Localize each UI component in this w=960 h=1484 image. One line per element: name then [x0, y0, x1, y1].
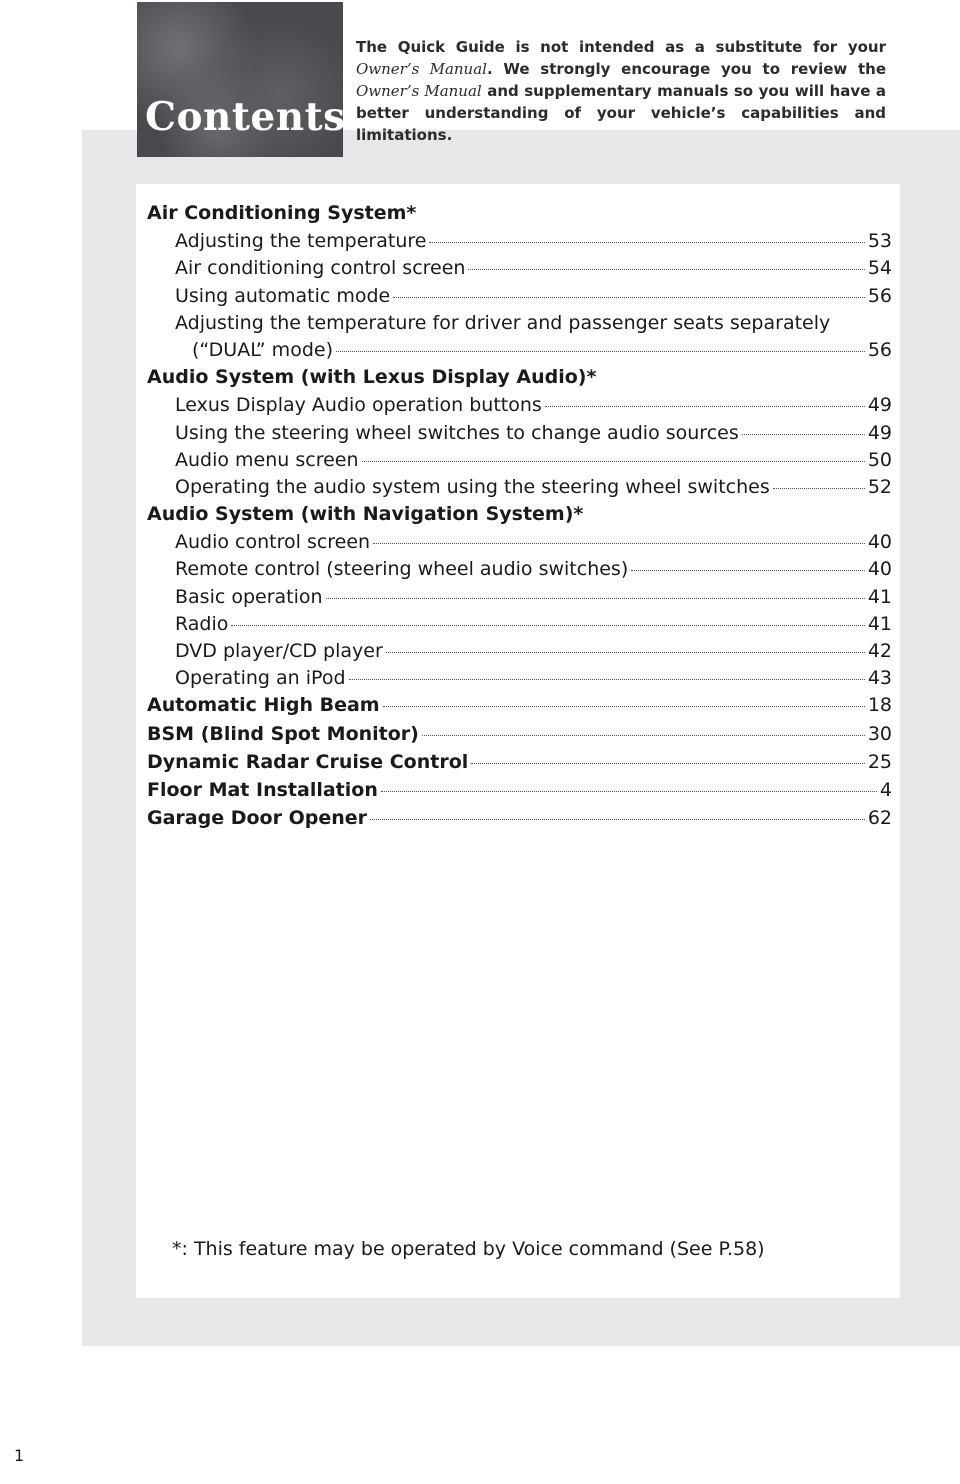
toc-entry[interactable] [147, 366, 892, 394]
dot-leader [422, 735, 865, 736]
toc-entry-page: 56 [867, 284, 892, 307]
toc-entry[interactable] [147, 230, 892, 257]
dot-leader [393, 297, 865, 298]
toc-entry-title: Adjusting the temperature [175, 230, 427, 253]
toc-entry-title: Audio System (with Lexus Display Audio)* [147, 366, 597, 389]
dot-leader [742, 434, 865, 435]
toc-entry[interactable] [147, 202, 892, 230]
toc-entry[interactable] [147, 476, 892, 503]
toc-entry-title: Floor Mat Installation [147, 778, 378, 801]
toc-entry-page: 62 [867, 807, 892, 830]
disclaimer-notice [356, 36, 886, 146]
toc-entry[interactable] [147, 558, 892, 585]
table-of-contents [147, 202, 892, 835]
toc-entry[interactable] [147, 503, 892, 531]
footnote: *: This feature may be operated by Voice command (See P.58) [172, 1238, 765, 1260]
toc-entry-title: Dynamic Radar Cruise Control [147, 750, 469, 773]
dot-leader [373, 543, 865, 544]
toc-entry[interactable] [147, 394, 892, 421]
toc-entry-title: Audio menu screen [175, 448, 359, 471]
dot-leader [231, 625, 864, 626]
toc-entry-page: 41 [867, 585, 892, 608]
dot-leader [631, 570, 865, 571]
toc-entry-title: DVD player/CD player [175, 640, 383, 662]
toc-entry-title: Radio [175, 612, 229, 635]
toc-entry[interactable] [147, 807, 892, 835]
toc-entry[interactable] [147, 312, 892, 339]
toc-entry[interactable] [147, 667, 892, 694]
toc-entry-page: 52 [867, 475, 892, 498]
toc-entry-page: 42 [867, 640, 892, 662]
toc-entry-page: 40 [867, 531, 892, 554]
toc-entry-page: 30 [867, 722, 892, 745]
toc-entry-page: 56 [867, 338, 892, 361]
toc-entry-title: Using the steering wheel switches to change audio sources [175, 421, 739, 444]
toc-entry-title: Basic operation [175, 585, 323, 608]
toc-entry-title: Lexus Display Audio operation buttons [175, 394, 542, 417]
toc-entry-title: BSM (Blind Spot Monitor) [147, 722, 419, 745]
toc-entry[interactable] [147, 723, 892, 751]
toc-entry-title: Air Conditioning System* [147, 202, 417, 224]
toc-entry-title: (“DUAL” mode) [192, 338, 333, 361]
toc-entry[interactable] [147, 613, 892, 640]
dot-leader [349, 679, 865, 680]
toc-entry[interactable] [147, 257, 892, 284]
dot-leader [471, 763, 865, 764]
dot-leader [336, 351, 865, 352]
toc-entry-page: 54 [867, 257, 892, 280]
dot-leader [362, 461, 865, 462]
toc-entry-page: 49 [867, 421, 892, 444]
toc-entry-page: 43 [867, 667, 892, 690]
toc-entry-title: Audio System (with Navigation System)* [147, 503, 584, 526]
toc-entry-title: Operating the audio system using the steering wheel switches [175, 475, 770, 498]
toc-entry-page: 40 [867, 558, 892, 581]
toc-entry[interactable] [147, 640, 892, 667]
dot-leader [773, 488, 865, 489]
toc-entry-title: Air conditioning control screen [175, 257, 466, 280]
toc-entry[interactable] [147, 751, 892, 779]
dot-leader [381, 791, 877, 792]
notice-manual-1: Owner’s Manual [356, 60, 487, 78]
toc-entry-title: Remote control (steering wheel audio switches) [175, 558, 629, 581]
toc-entry-title: Audio control screen [175, 531, 371, 554]
dot-leader [468, 269, 864, 270]
toc-entry[interactable] [147, 422, 892, 449]
toc-entry[interactable] [147, 586, 892, 613]
toc-entry-title: Operating an iPod [175, 667, 346, 690]
page-number: 1 [14, 1446, 25, 1465]
notice-manual-2: Owner’s Manual [356, 82, 482, 100]
toc-entry-page: 50 [867, 448, 892, 471]
toc-entry[interactable] [147, 531, 892, 558]
toc-entry-page: 18 [867, 694, 892, 717]
dot-leader [545, 406, 865, 407]
toc-entry-page: 53 [867, 230, 892, 253]
dot-leader [370, 819, 865, 820]
notice-text-2: . We strongly encourage you to review the [486, 60, 886, 78]
toc-entry-page: 4 [879, 778, 892, 801]
notice-text-1: The Quick Guide is not intended as a substitute for your [356, 38, 886, 56]
toc-entry-title: Adjusting the temperature for driver and passenger seats separately [175, 311, 831, 334]
title-block [137, 2, 346, 157]
toc-entry-title: Automatic High Beam [147, 694, 380, 717]
toc-entry[interactable] [147, 339, 892, 366]
dot-leader [326, 598, 865, 599]
dot-leader [429, 242, 864, 243]
dot-leader [386, 652, 865, 653]
dot-leader [383, 706, 865, 707]
toc-entry[interactable] [147, 285, 892, 312]
page-title: Contents [145, 94, 346, 140]
notice-text-3: and supplementary manuals so you will have a better understanding of your vehicle’s capabilities and limitations. [356, 82, 886, 144]
toc-entry-page: 25 [867, 750, 892, 773]
toc-entry[interactable] [147, 694, 892, 722]
toc-entry-title: Garage Door Opener [147, 807, 367, 830]
toc-entry[interactable] [147, 779, 892, 807]
toc-entry-title: Using automatic mode [175, 284, 391, 307]
toc-entry[interactable] [147, 449, 892, 476]
toc-entry-page: 41 [867, 612, 892, 635]
toc-entry-page: 49 [867, 394, 892, 417]
